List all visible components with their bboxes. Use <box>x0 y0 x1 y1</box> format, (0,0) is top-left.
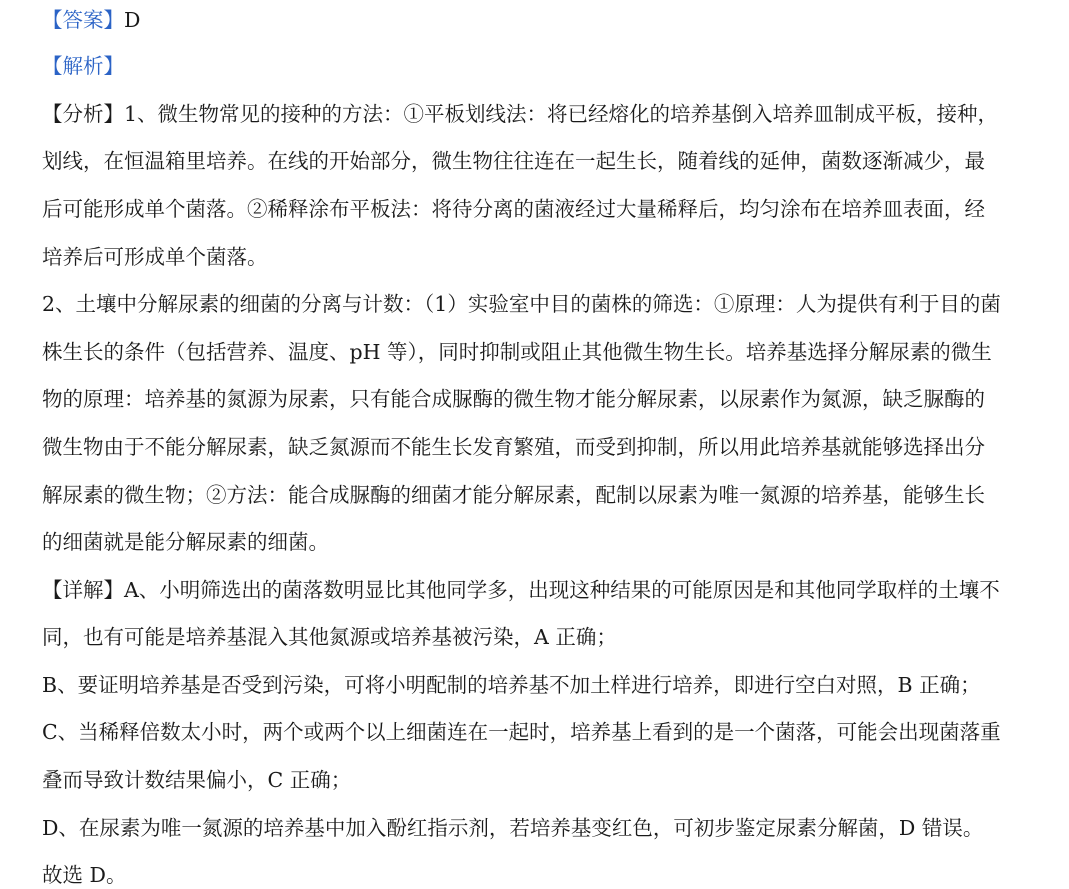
option-d-line: D、在尿素为唯一氮源的培养基中加入酚红指示剂，若培养基变红色，可初步鉴定尿素分解菌，D 错误。 <box>42 816 984 840</box>
conclusion-line: 故选 D。 <box>42 863 127 887</box>
analysis-line-2: 划线，在恒温箱里培养。在线的开始部分，微生物往往连在一起生长，随着线的延伸，菌数逐渐减少，最 <box>42 149 985 173</box>
answer-line <box>42 6 1039 34</box>
option-c-line-2: 叠而导致计数结果偏小，C 正确； <box>42 768 352 792</box>
analysis-line-1 <box>42 100 1039 128</box>
analysis-heading: 【解析】 <box>42 54 124 78</box>
detail-prefix: 【详解】 <box>42 578 124 602</box>
option-b-line: B、要证明培养基是否受到污染，可将小明配制的培养基不加土样进行培养，即进行空白对照，B 正确； <box>42 673 981 697</box>
answer-label: 【答案】 <box>42 8 124 32</box>
analysis-text-1: 1、微生物常见的接种的方法：①平板划线法：将已经熔化的培养基倒入培养皿制成平板，接种， <box>124 102 999 126</box>
point2-line-5: 解尿素的微生物；②方法：能合成脲酶的细菌才能分解尿素，配制以尿素为唯一氮源的培养基，能够生长 <box>42 483 985 507</box>
analysis-prefix: 【分析】 <box>42 102 124 126</box>
analysis-line-3: 后可能形成单个菌落。②稀释涂布平板法：将待分离的菌液经过大量稀释后，均匀涂布在培养皿表面，经 <box>42 197 985 221</box>
point2-line-1: 2、土壤中分解尿素的细菌的分离与计数：（1）实验室中目的菌株的筛选：①原理：人为提供有利于目的菌 <box>42 292 1001 316</box>
point2-line-4: 微生物由于不能分解尿素，缺乏氮源而不能生长发育繁殖，而受到抑制，所以用此培养基就能够选择出分 <box>42 435 985 459</box>
option-c-line-1: C、当稀释倍数太小时，两个或两个以上细菌连在一起时，培养基上看到的是一个菌落，可能会出现菌落重 <box>42 720 1001 744</box>
point2-line-2: 株生长的条件（包括营养、温度、pH 等），同时抑制或阻止其他微生物生长。培养基选择分解尿素的微生 <box>42 340 992 364</box>
analysis-line-4: 培养后可形成单个菌落。 <box>42 245 268 269</box>
point2-line-3: 物的原理：培养基的氮源为尿素，只有能合成脲酶的微生物才能分解尿素，以尿素作为氮源，缺乏脲酶的 <box>42 387 985 411</box>
detail-line-1 <box>42 576 1039 604</box>
point2-line-6: 的细菌就是能分解尿素的细菌。 <box>42 530 329 554</box>
detail-line-2: 同，也有可能是培养基混入其他氮源或培养基被污染，A 正确； <box>42 625 617 649</box>
answer-value: D <box>124 8 141 32</box>
detail-text-1: A、小明筛选出的菌落数明显比其他同学多，出现这种结果的可能原因是和其他同学取样的土壤不 <box>124 578 1000 602</box>
